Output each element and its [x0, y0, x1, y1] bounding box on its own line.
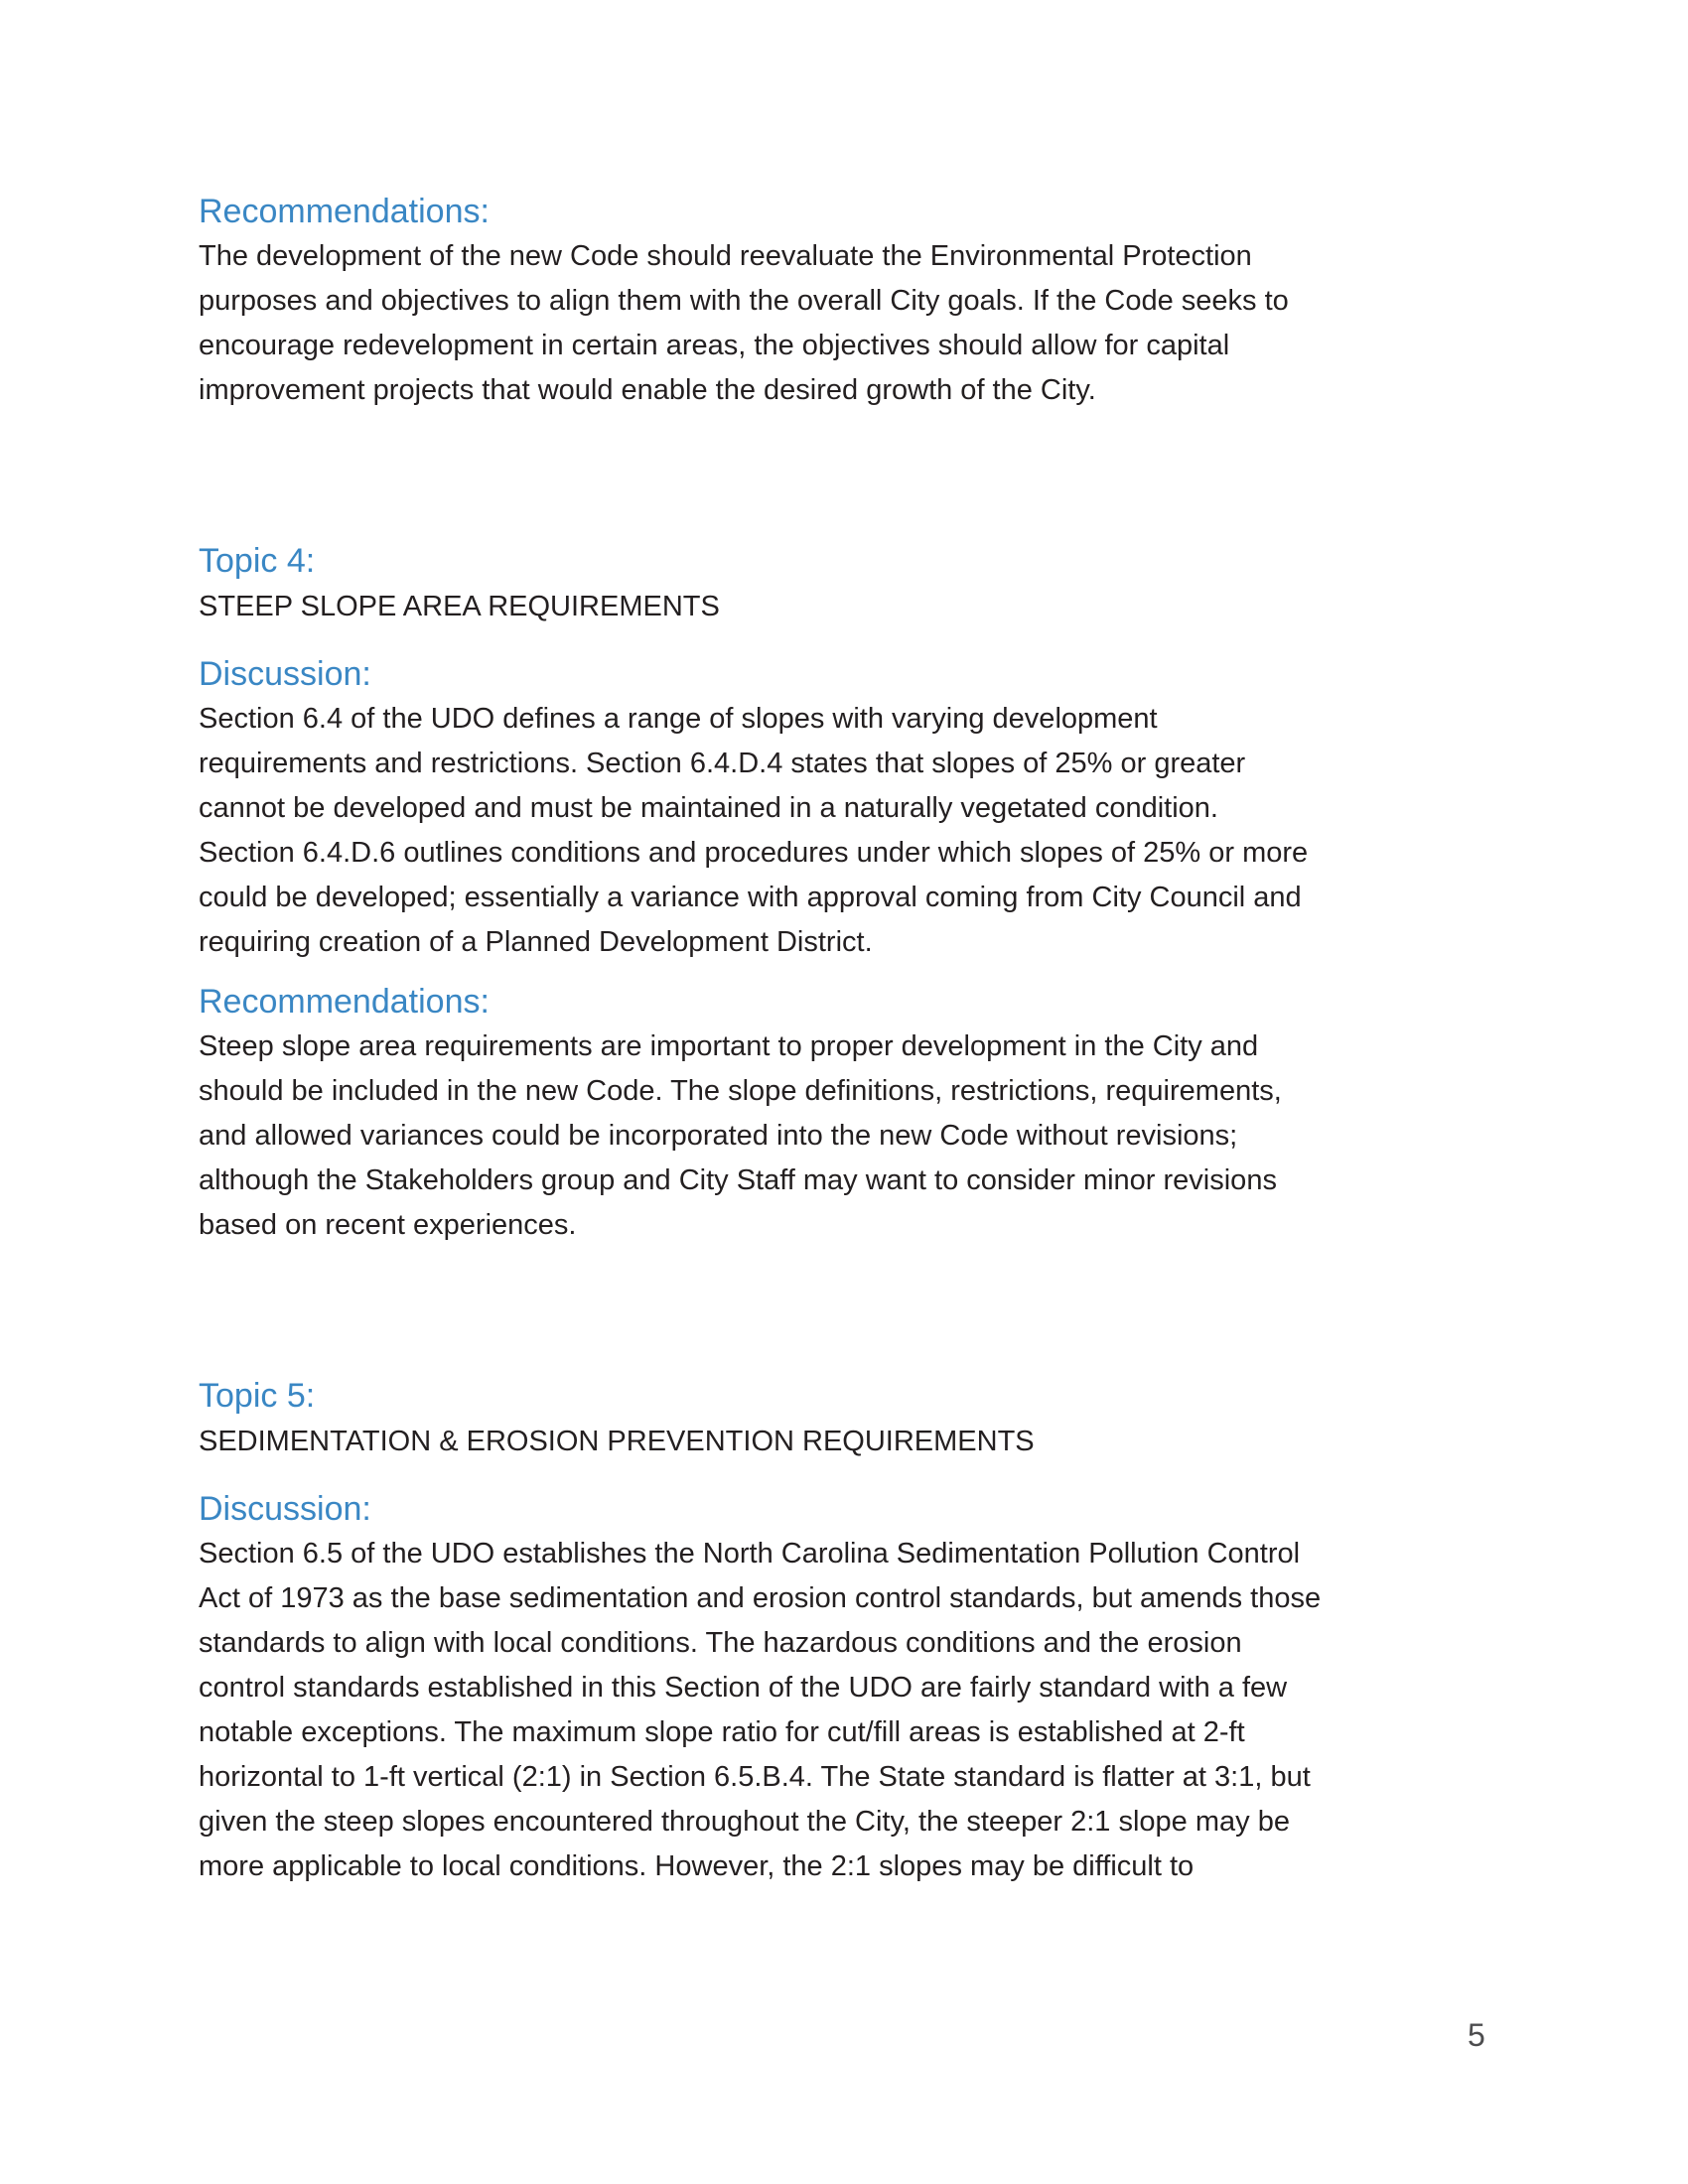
paragraph-line: horizontal to 1-ft vertical (2:1) in Section 6.5.B.4. The State standard is flatter at 3:1, but: [199, 1761, 1311, 1793]
paragraph-line: Section 6.4 of the UDO defines a range of slopes with varying development: [199, 703, 1158, 735]
paragraph-line: requirements and restrictions. Section 6.4.D.4 states that slopes of 25% or greater: [199, 748, 1246, 779]
topic-4-discussion-heading: Discussion:: [199, 655, 371, 693]
paragraph-line: and allowed variances could be incorporated into the new Code without revisions;: [199, 1120, 1238, 1152]
topic-5-discussion-paragraph: [199, 1532, 1410, 1889]
document-page: [199, 189, 1410, 1889]
paragraph-line: requiring creation of a Planned Development District.: [199, 926, 873, 958]
paragraph-line: given the steep slopes encountered throughout the City, the steeper 2:1 slope may be: [199, 1806, 1290, 1838]
paragraph-line: more applicable to local conditions. However, the 2:1 slopes may be difficult to: [199, 1850, 1195, 1882]
recommendations-paragraph: [199, 234, 1410, 413]
paragraph-line: The development of the new Code should reevaluate the Environmental Protection: [199, 240, 1252, 272]
paragraph-line: improvement projects that would enable the desired growth of the City.: [199, 374, 1096, 406]
paragraph-line: encourage redevelopment in certain areas, the objectives should allow for capital: [199, 330, 1230, 361]
page-number: 5: [1468, 2017, 1485, 2053]
topic-4-title: STEEP SLOPE AREA REQUIREMENTS: [199, 591, 720, 622]
paragraph-line: standards to align with local conditions. The hazardous conditions and the erosion: [199, 1627, 1242, 1659]
topic-4-recommendations-paragraph: [199, 1024, 1410, 1248]
paragraph-line: based on recent experiences.: [199, 1209, 577, 1241]
topic-4-heading: Topic 4:: [199, 542, 316, 580]
paragraph-line: cannot be developed and must be maintained in a naturally vegetated condition.: [199, 792, 1218, 824]
paragraph-line: purposes and objectives to align them with the overall City goals. If the Code seeks to: [199, 285, 1289, 317]
paragraph-line: Steep slope area requirements are important to proper development in the City and: [199, 1030, 1259, 1062]
paragraph-line: Section 6.4.D.6 outlines conditions and procedures under which slopes of 25% or more: [199, 837, 1309, 869]
paragraph-line: Act of 1973 as the base sedimentation and erosion control standards, but amends those: [199, 1582, 1322, 1614]
paragraph-line: could be developed; essentially a variance with approval coming from City Council and: [199, 882, 1302, 913]
topic-4-discussion-paragraph: [199, 697, 1410, 965]
paragraph-line: Section 6.5 of the UDO establishes the North Carolina Sedimentation Pollution Control: [199, 1538, 1301, 1570]
paragraph-line: notable exceptions. The maximum slope ratio for cut/fill areas is established at 2-ft: [199, 1716, 1245, 1748]
topic-5-discussion-heading: Discussion:: [199, 1490, 371, 1528]
paragraph-line: should be included in the new Code. The slope definitions, restrictions, requirements,: [199, 1075, 1282, 1107]
paragraph-line: control standards established in this Section of the UDO are fairly standard with a few: [199, 1672, 1288, 1704]
paragraph-line: although the Stakeholders group and City Staff may want to consider minor revisions: [199, 1164, 1277, 1196]
topic-4-recommendations-heading: Recommendations:: [199, 983, 490, 1021]
topic-5-heading: Topic 5:: [199, 1377, 316, 1415]
topic-5-title: SEDIMENTATION & EROSION PREVENTION REQUIREMENTS: [199, 1426, 1035, 1457]
recommendations-heading: Recommendations:: [199, 193, 490, 230]
